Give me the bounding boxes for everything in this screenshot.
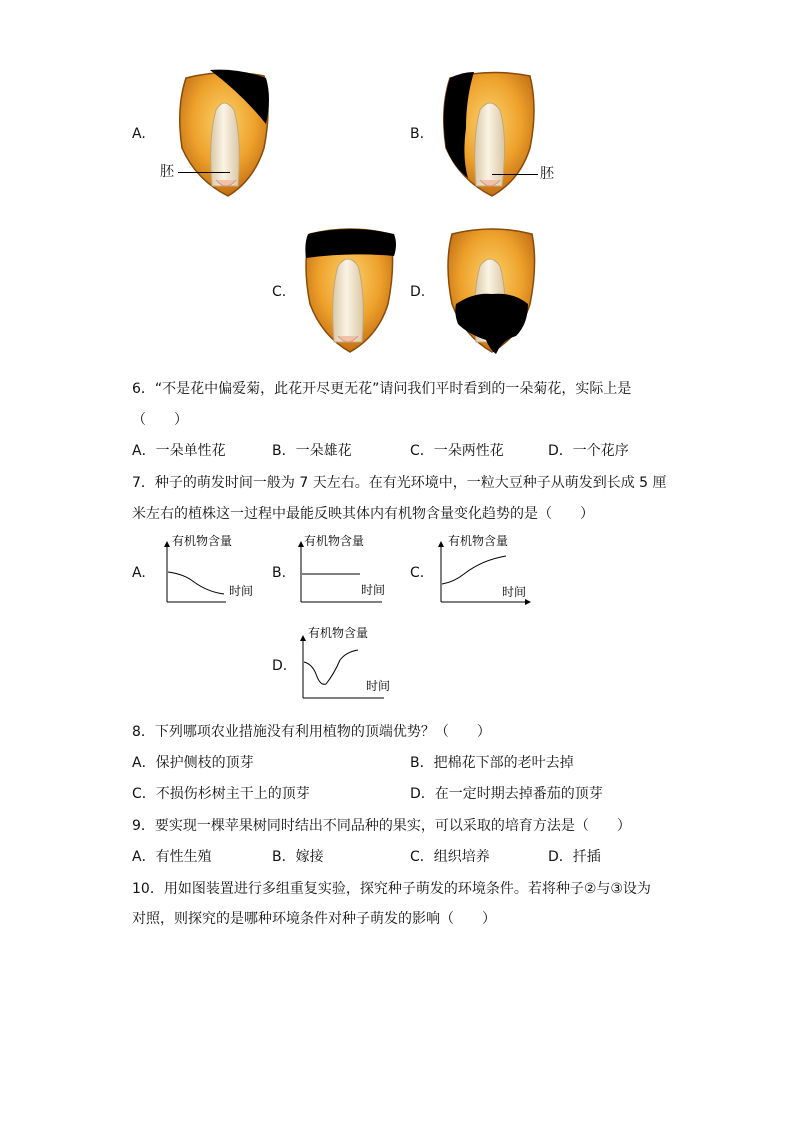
q9-option-c[interactable]: C．组织培养 <box>410 849 490 865</box>
q7-option-d-x-label: 时间 <box>366 679 391 693</box>
q8-option-b[interactable]: B．把棉花下部的老叶去掉 <box>410 755 574 771</box>
q7-option-c-x-label: 时间 <box>502 585 527 599</box>
q8-option-a[interactable]: A．保护侧枝的顶芽 <box>132 755 254 771</box>
q5-option-a-embryo-label: 胚 <box>160 164 174 180</box>
q5-option-b-label[interactable]: B. <box>410 126 425 142</box>
q5-option-d-kernel-image <box>444 224 540 356</box>
q9-option-b[interactable]: B．嫁接 <box>272 849 324 865</box>
q5-option-b-pointer-line <box>492 174 538 175</box>
q7-option-b-graph <box>290 532 400 606</box>
q7-option-c-y-label: 有机物含量 <box>448 534 509 548</box>
q8-stem: 8．下列哪项农业措施没有利用植物的顶端优势？（ ） <box>132 724 491 740</box>
q6-option-d[interactable]: D．一个花序 <box>548 443 629 459</box>
q7-option-d-graph <box>292 624 402 700</box>
q8-option-c[interactable]: C．不损伤杉树主干上的顶芽 <box>132 786 310 802</box>
q8-option-d[interactable]: D．在一定时期去掉番茄的顶芽 <box>410 786 603 802</box>
q5-option-a-kernel-image <box>176 68 272 200</box>
q9-option-a[interactable]: A．有性生殖 <box>132 849 212 865</box>
q5-option-a-pointer-line <box>178 172 230 173</box>
q7-option-b-x-label: 时间 <box>361 583 386 597</box>
q7-option-b-label[interactable]: B. <box>272 565 287 581</box>
q7-option-d-y-label: 有机物含量 <box>308 626 369 640</box>
q5-option-d-label[interactable]: D. <box>410 284 426 300</box>
q7-option-d-label[interactable]: D. <box>272 658 288 674</box>
q7-option-a-x-label: 时间 <box>229 584 254 598</box>
q7-option-a-graph <box>156 532 266 606</box>
q9-stem: 9．要实现一棵苹果树同时结出不同品种的果实，可以采取的培育方法是（ ） <box>132 818 631 834</box>
q10-stem-line2: 对照，则探究的是哪种环境条件对种子萌发的影响（ ） <box>132 911 496 927</box>
q7-option-a-label[interactable]: A. <box>132 565 146 581</box>
q7-stem-line1: 7．种子的萌发时间一般为 7 天左右。在有光环境中，一粒大豆种子从萌发到长成 5 厘 <box>132 475 667 491</box>
q7-option-a-y-label: 有机物含量 <box>172 534 233 548</box>
q9-option-d[interactable]: D．扦插 <box>548 849 601 865</box>
q6-option-b[interactable]: B．一朵雄花 <box>272 443 352 459</box>
q10-stem-line1: 10．用如图装置进行多组重复实验，探究种子萌发的环境条件。若将种子②与③设为 <box>132 881 651 897</box>
q6-stem-line2: （ ） <box>132 412 188 428</box>
q6-stem-line1: 6．“不是花中偏爱菊，此花开尽更无花”请问我们平时看到的一朵菊花，实际上是 <box>132 381 632 397</box>
q5-option-b-embryo-label: 胚 <box>540 166 554 182</box>
q5-option-a-label[interactable]: A. <box>132 126 146 142</box>
q7-option-c-label[interactable]: C. <box>410 565 425 581</box>
q5-option-c-label[interactable]: C. <box>272 284 287 300</box>
q7-option-b-y-label: 有机物含量 <box>304 534 365 548</box>
q5-option-b-kernel-image <box>440 68 540 200</box>
q6-option-a[interactable]: A．一朵单性花 <box>132 443 226 459</box>
q7-stem-line2: 米左右的植株这一过程中最能反映其体内有机物含量变化趋势的是（ ） <box>132 506 594 522</box>
q5-option-c-kernel-image <box>302 224 398 356</box>
q7-option-c-graph <box>430 532 540 606</box>
q6-option-c[interactable]: C．一朵两性花 <box>410 443 504 459</box>
